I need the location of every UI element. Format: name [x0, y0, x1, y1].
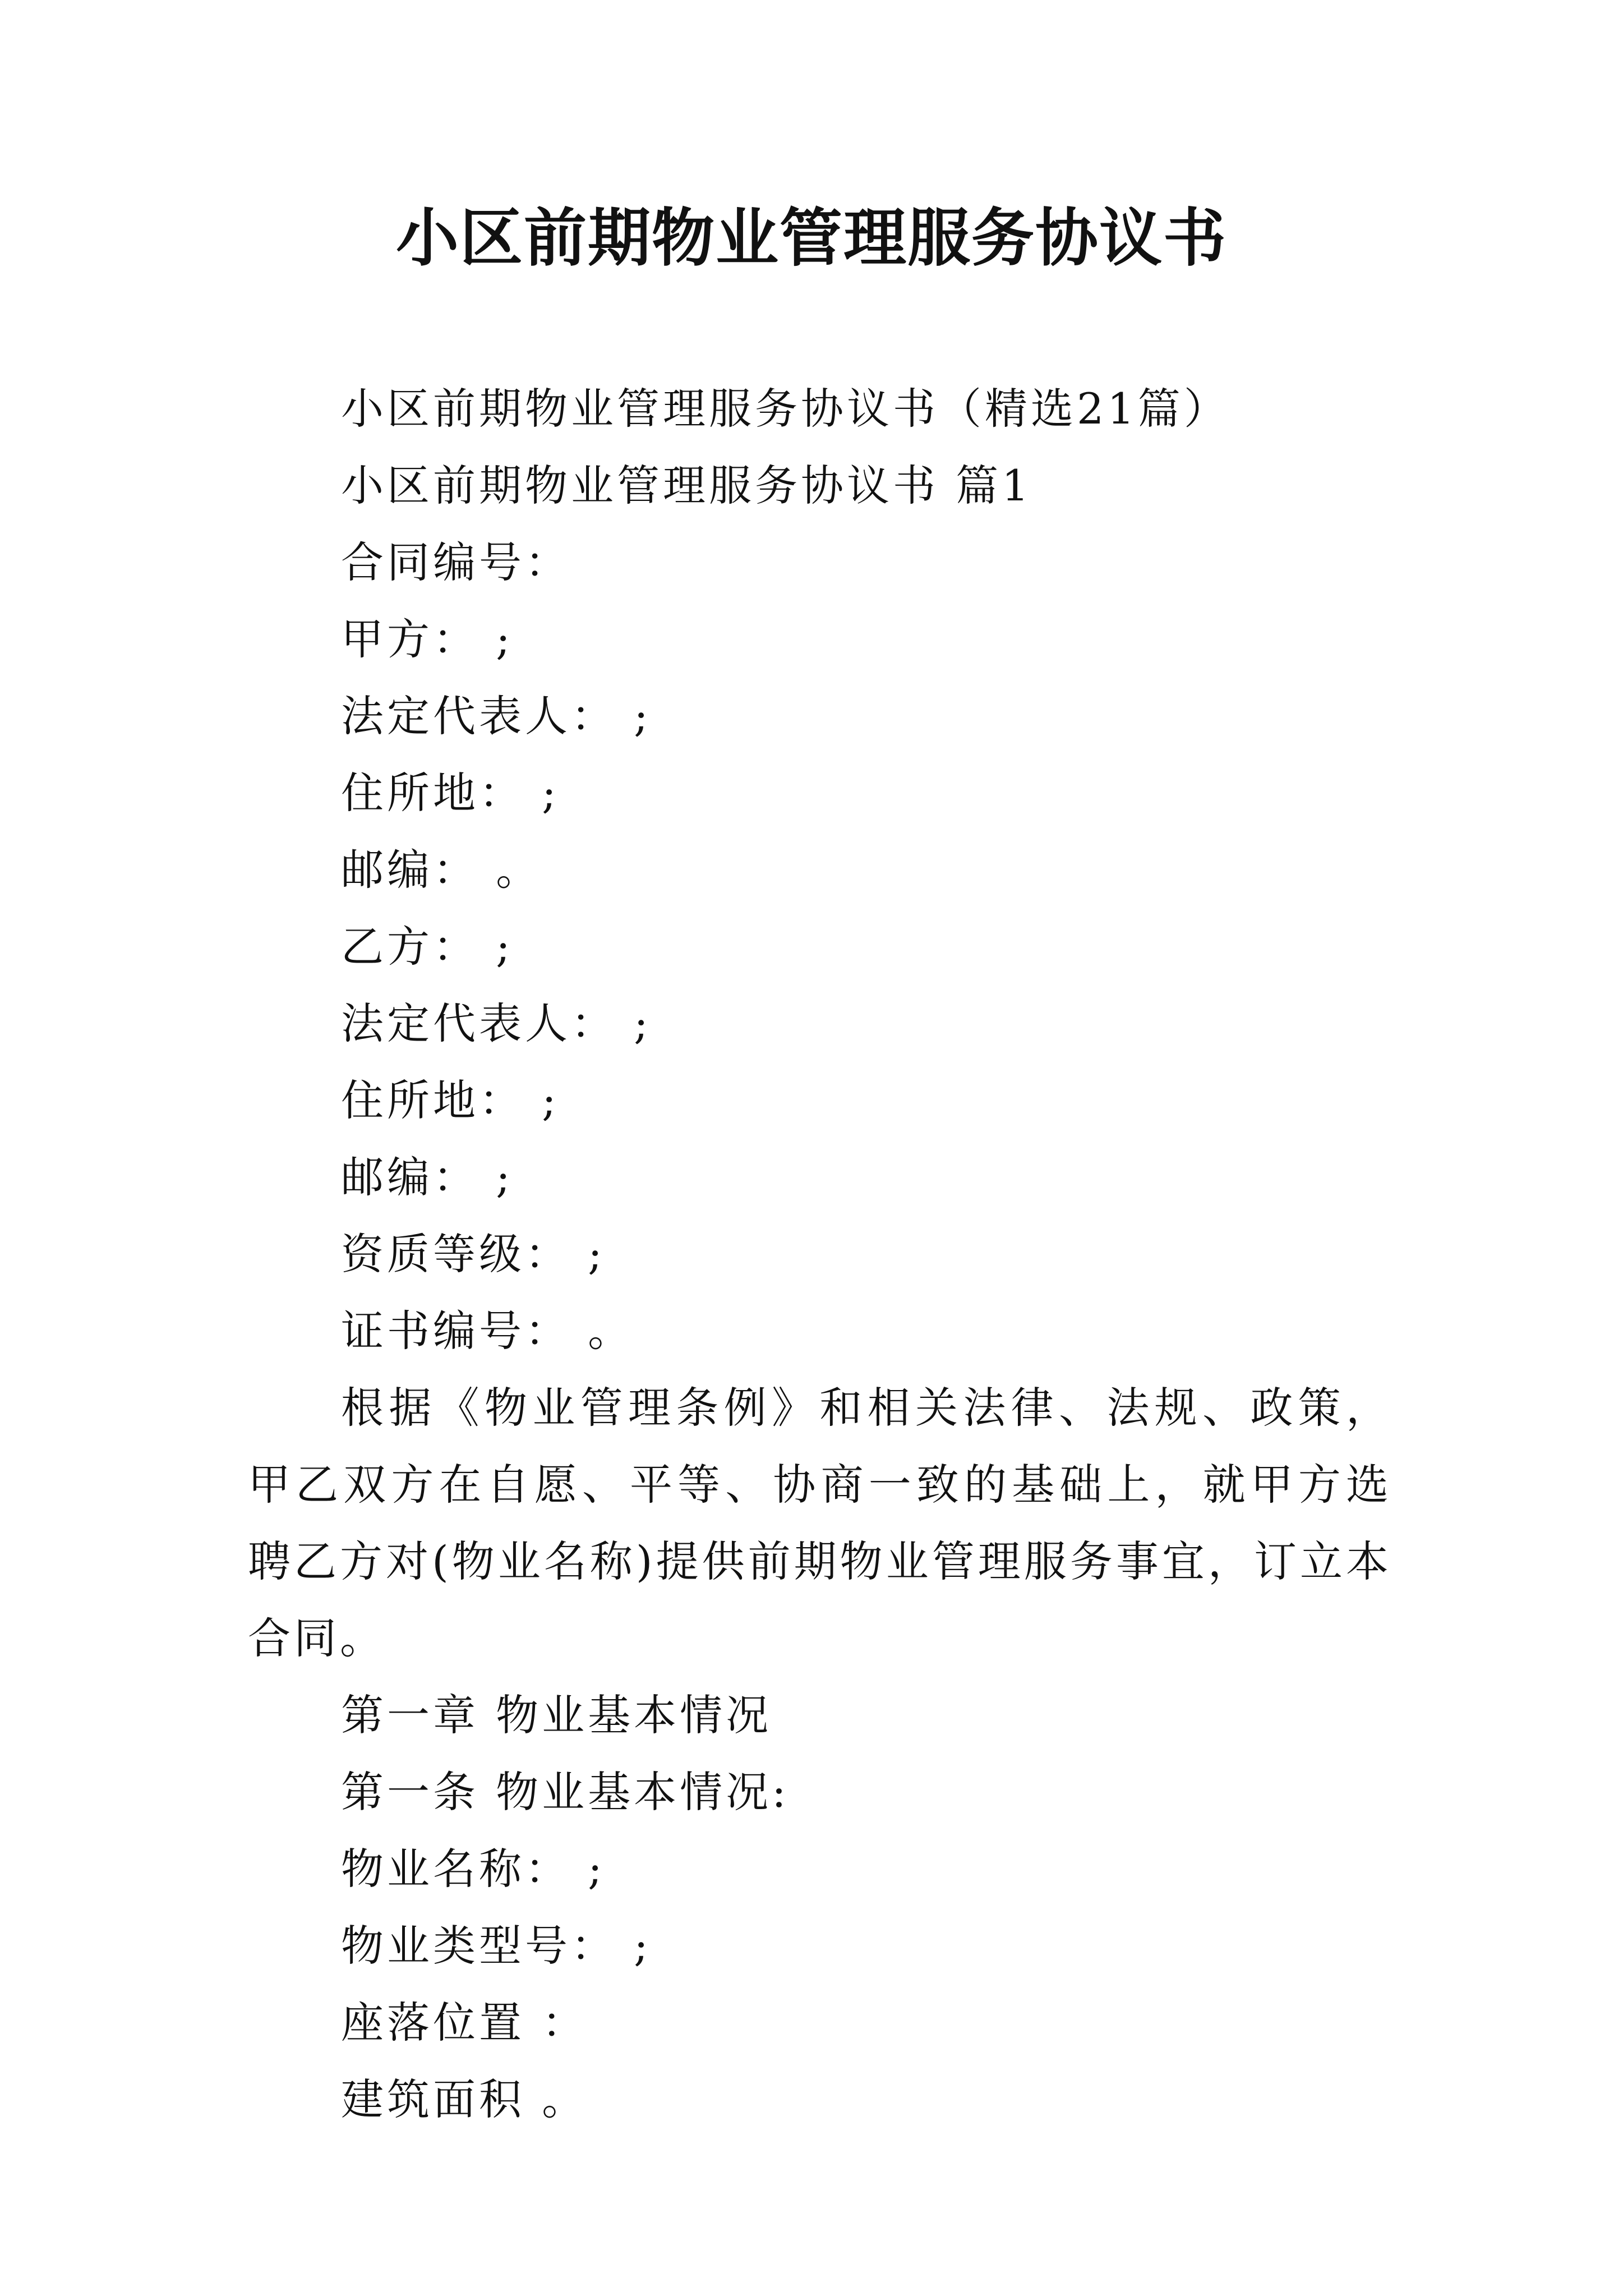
party-b-postcode-line: 邮编： ; — [341, 1152, 514, 1202]
property-name-line: 物业名称： ; — [341, 1844, 606, 1894]
section-heading: 小区前期物业管理服务协议书 篇1 — [341, 461, 1032, 510]
building-area-line: 建筑面积 。 — [341, 2074, 588, 2124]
certificate-number-line: 证书编号： 。 — [341, 1306, 634, 1356]
property-location-line: 座落位置 ： — [341, 1998, 588, 2047]
party-b-legal-rep-line: 法定代表人： ; — [341, 999, 652, 1048]
qualification-level-line: 资质等级： ; — [341, 1229, 606, 1279]
party-a-address-line: 住所地： ; — [341, 768, 560, 818]
document-title: 小区前期物业管理服务协议书 — [396, 201, 1227, 275]
party-a-legal-rep-line: 法定代表人： ; — [341, 691, 652, 741]
party-a-line: 甲方： ; — [341, 614, 514, 664]
subtitle-line: 小区前期物业管理服务协议书（精选21篇） — [341, 384, 1230, 434]
property-type-line: 物业类型号： ; — [341, 1921, 652, 1971]
party-b-line: 乙方： ; — [341, 922, 514, 972]
party-b-address-line: 住所地： ; — [341, 1075, 560, 1125]
chapter-heading: 第一章 物业基本情况 — [341, 1690, 772, 1740]
document-body — [248, 370, 1392, 2138]
article-heading: 第一条 物业基本情况: — [341, 1767, 790, 1817]
contract-number-line: 合同编号： — [341, 537, 571, 587]
party-a-postcode-line: 邮编： 。 — [341, 845, 542, 895]
preamble-paragraph: 根据《物业管理条例》和相关法律、法规、政策，甲乙双方在自愿、平等、协商一致的基础上，就甲方选聘乙方对(物业名称)提供前期物业管理服务事宜，订立本合同。 — [248, 1383, 1392, 1663]
